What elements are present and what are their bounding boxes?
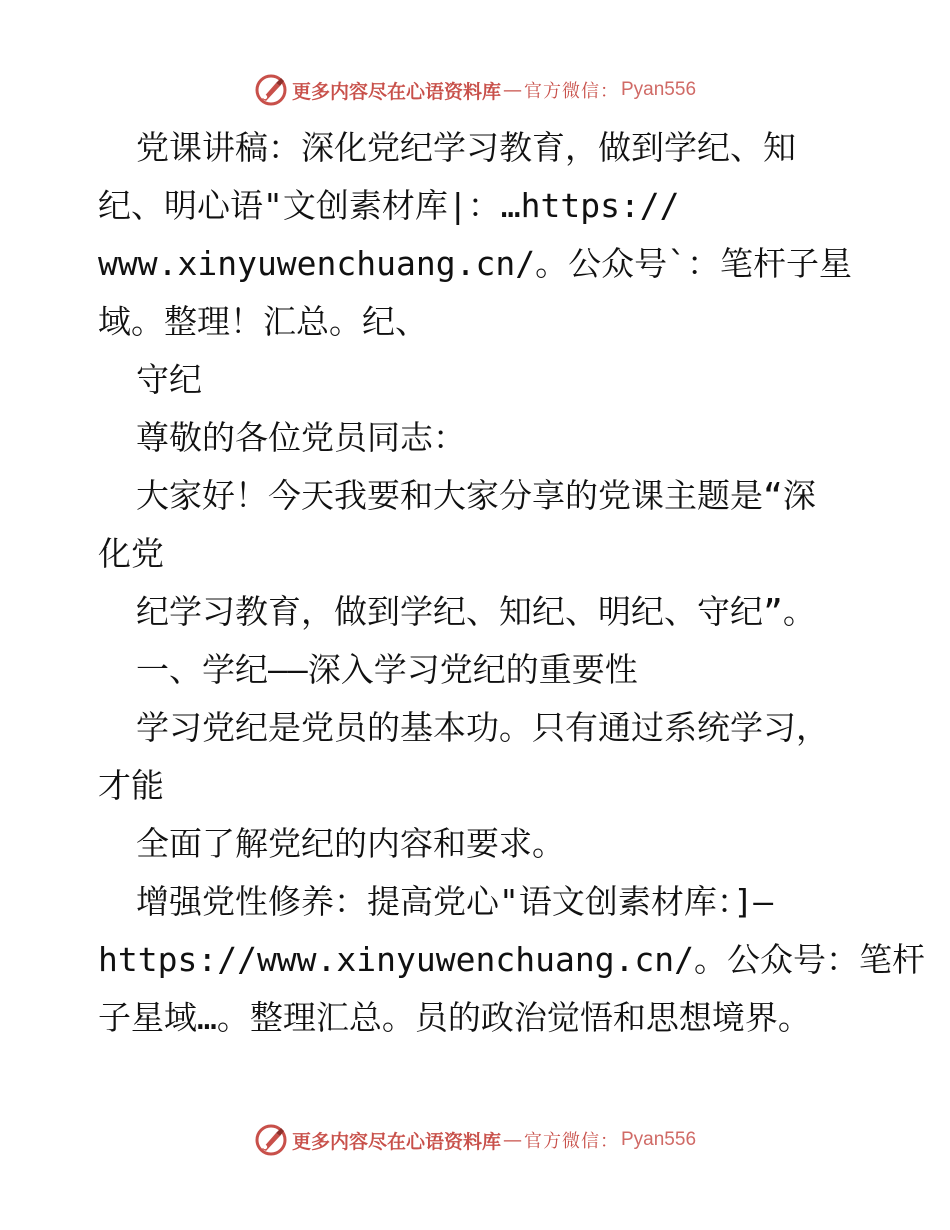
body-line: www.xinyuwenchuang.cn/。公众号`：笔杆子星	[98, 244, 852, 283]
body-line: 纪学习教育，做到学纪、知纪、明纪、守纪”。	[136, 592, 816, 631]
body-line: 大家好！今天我要和大家分享的党课主题是“深	[136, 476, 816, 515]
header-sub-text: 官方微信：	[524, 81, 619, 102]
body-line: 全面了解党纪的内容和要求。	[136, 824, 565, 863]
brush-pen-logo-icon	[254, 73, 288, 107]
header-wechat-id: Pyan556	[621, 79, 697, 100]
body-line: 增强党性修养：提高党心"语文创素材库：]—	[136, 882, 774, 921]
body-line: 一、学纪——深入学习党纪的重要性	[136, 650, 638, 689]
footer-main-text: 更多内容尽在心语资料库	[291, 1130, 501, 1153]
brush-pen-logo-icon	[254, 1123, 288, 1157]
body-line: 域。整理！汇总。纪、	[98, 302, 428, 341]
header-main-text: 更多内容尽在心语资料库	[291, 80, 501, 103]
body-line: 纪、明心语"文创素材库|：…https://	[98, 186, 680, 225]
body-line: 守纪	[136, 360, 202, 399]
header-dash: —	[503, 79, 522, 101]
body-line: 尊敬的各位党员同志：	[136, 418, 466, 457]
body-line: 党课讲稿：深化党纪学习教育，做到学纪、知	[136, 128, 796, 167]
body-line: 子星域…。整理汇总。员的政治觉悟和思想境界。	[98, 998, 811, 1037]
body-line: 学习党纪是党员的基本功。只有通过系统学习，	[136, 708, 829, 747]
body-line: 化党	[98, 534, 164, 573]
footer-sub-text: 官方微信：	[524, 1131, 619, 1152]
body-line: https://www.xinyuwenchuang.cn/。公众号：笔杆	[98, 940, 926, 979]
footer-dash: —	[503, 1129, 522, 1151]
body-line: 才能	[98, 766, 164, 805]
footer-wechat-id: Pyan556	[621, 1129, 697, 1150]
header-banner	[0, 70, 950, 110]
footer-banner	[0, 1120, 950, 1160]
